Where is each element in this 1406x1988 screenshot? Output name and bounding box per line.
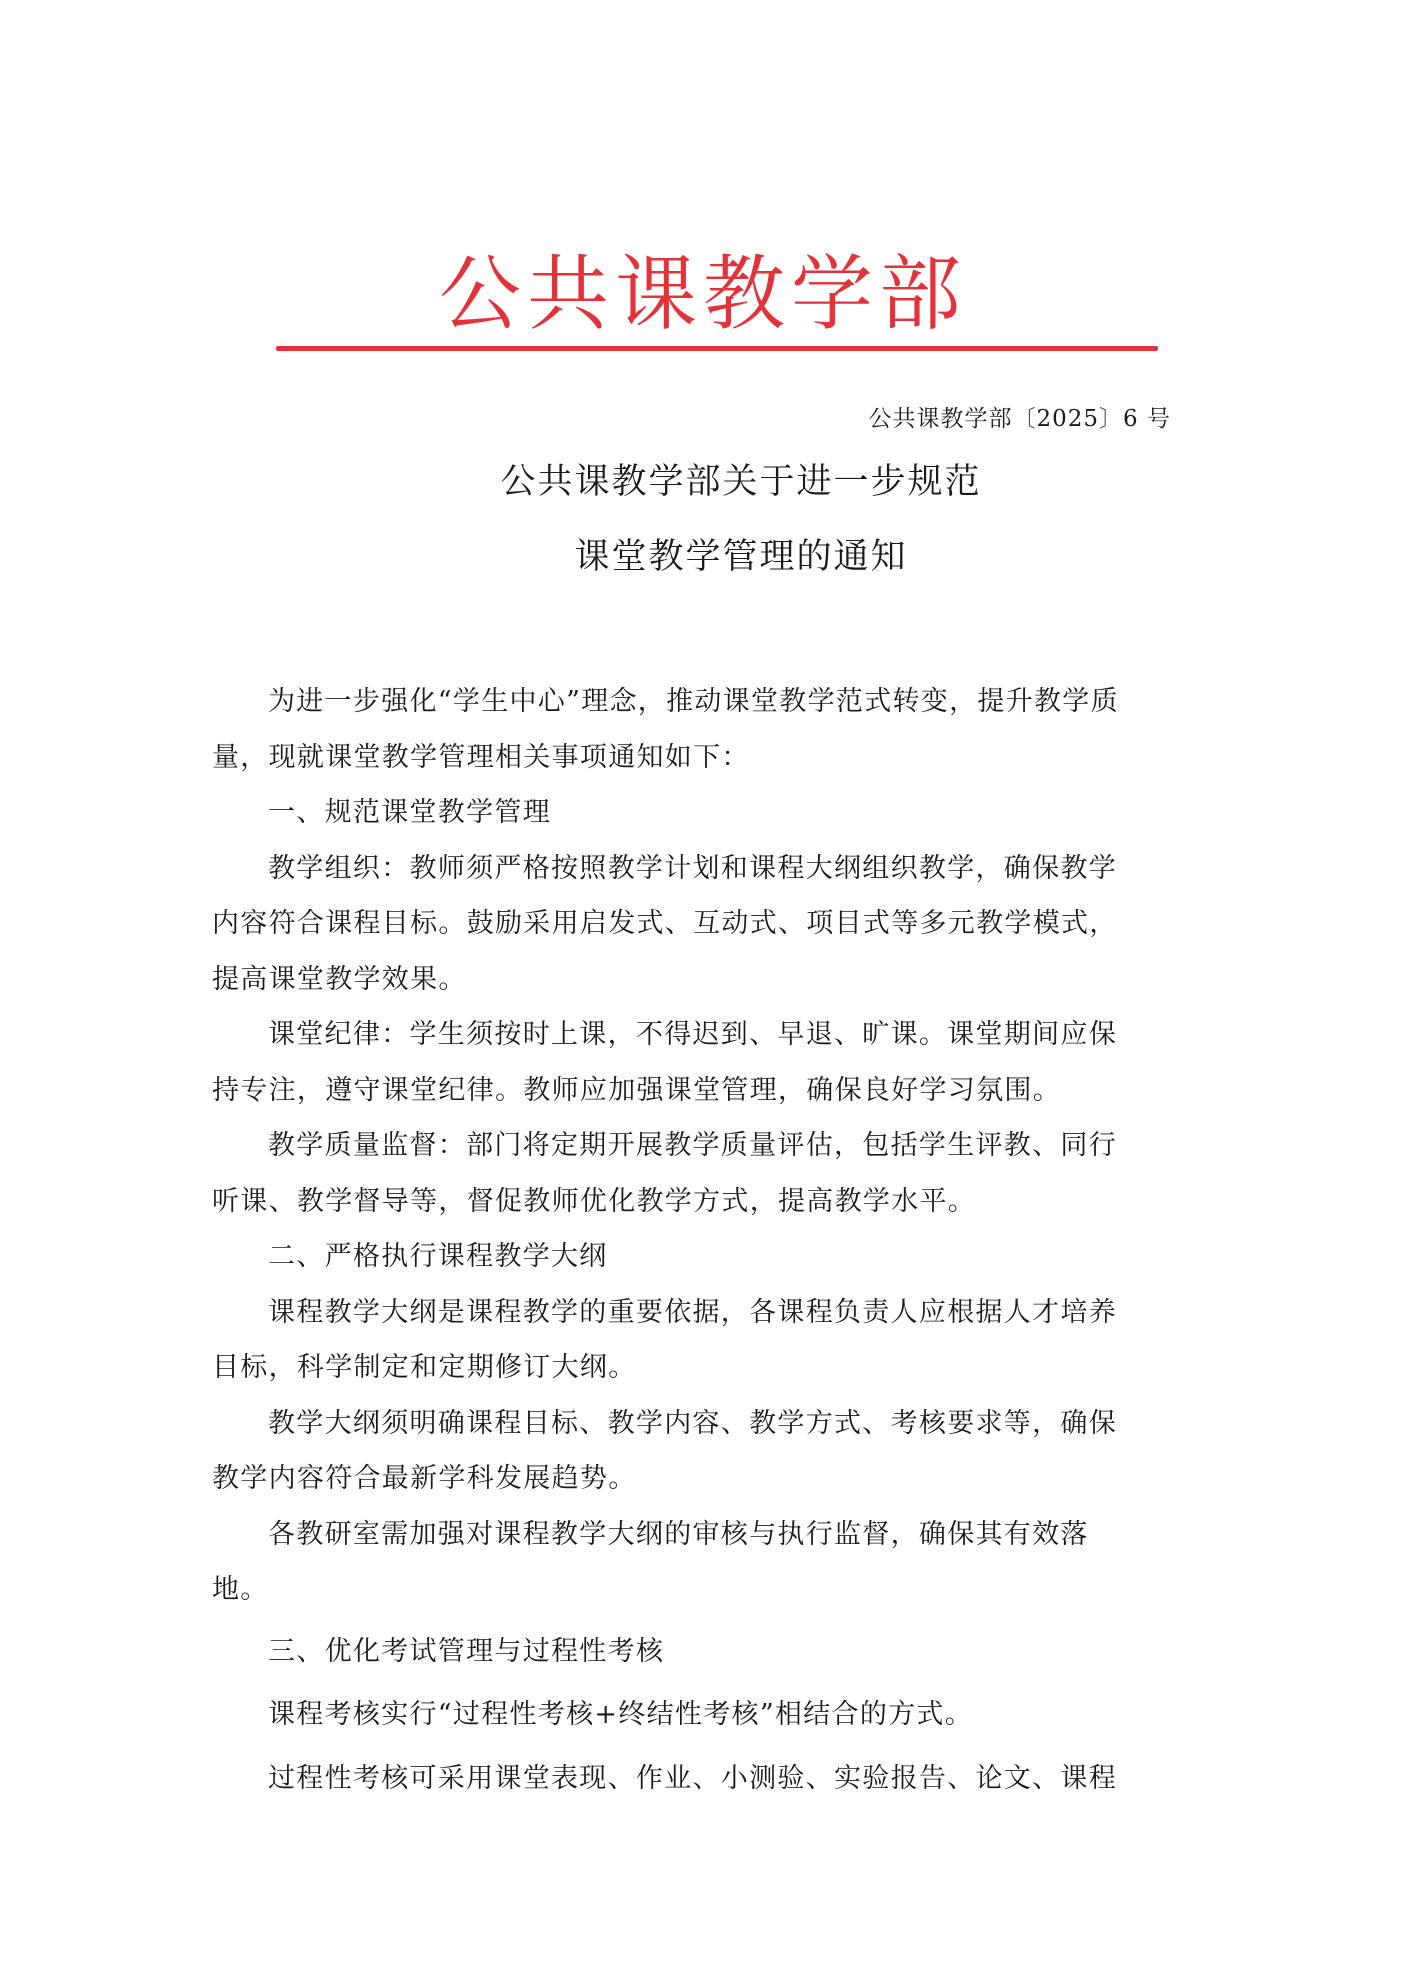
document-title-line-2: 课堂教学管理的通知 [574,537,908,577]
letterhead-org-name: 公共课教学部 [438,247,967,342]
section-heading-1: 一、规范课堂教学管理 [268,797,551,828]
paragraph-teaching-organization: 教学组织：教师须严格按照教学计划和课程大纲组织教学，确保教学内容符合课程目标。鼓励采用启发式、互动式、项目式等多元教学模式，提高课堂教学效果。 [212,852,1118,995]
document-body [212,674,1124,1806]
paragraph-process-assessment: 过程性考核可采用课堂表现、作业、小测验、实验报告、论文、课程 [268,1762,1117,1794]
document-title-line-1: 公共课教学部关于进一步规范 [500,462,982,502]
document-number: 公共课教学部〔2025〕6 号 [868,406,1171,432]
paragraph-syllabus-review: 各教研室需加强对课程教学大纲的审核与执行监督，确保其有效落地。 [212,1518,1089,1605]
letterhead-red-rule [276,346,1158,351]
paragraph-intro: 为进一步强化“学生中心”理念，推动课堂教学范式转变，提升教学质量，现就课堂教学管理相关事项通知如下： [212,686,1119,773]
section-heading-3: 三、优化考试管理与过程性考核 [268,1635,665,1667]
paragraph-assessment-method: 课程考核实行“过程性考核+终结性考核”相结合的方式。 [268,1699,974,1730]
section-heading-2: 二、严格执行课程教学大纲 [268,1241,608,1272]
paragraph-quality-supervision: 教学质量监督：部门将定期开展教学质量评估，包括学生评教、同行听课、教学督导等，督促教师优化教学方式，提高教学水平。 [212,1130,1117,1217]
paragraph-classroom-discipline: 课堂纪律：学生须按时上课，不得迟到、早退、旷课。课堂期间应保持专注，遵守课堂纪律。教师应加强课堂管理，确保良好学习氛围。 [212,1019,1117,1106]
paragraph-syllabus-basis: 课程教学大纲是课程教学的重要依据，各课程负责人应根据人才培养目标，科学制定和定期修订大纲。 [212,1296,1117,1383]
paragraph-syllabus-content: 教学大纲须明确课程目标、教学内容、教学方式、考核要求等，确保教学内容符合最新学科发展趋势。 [212,1407,1117,1494]
